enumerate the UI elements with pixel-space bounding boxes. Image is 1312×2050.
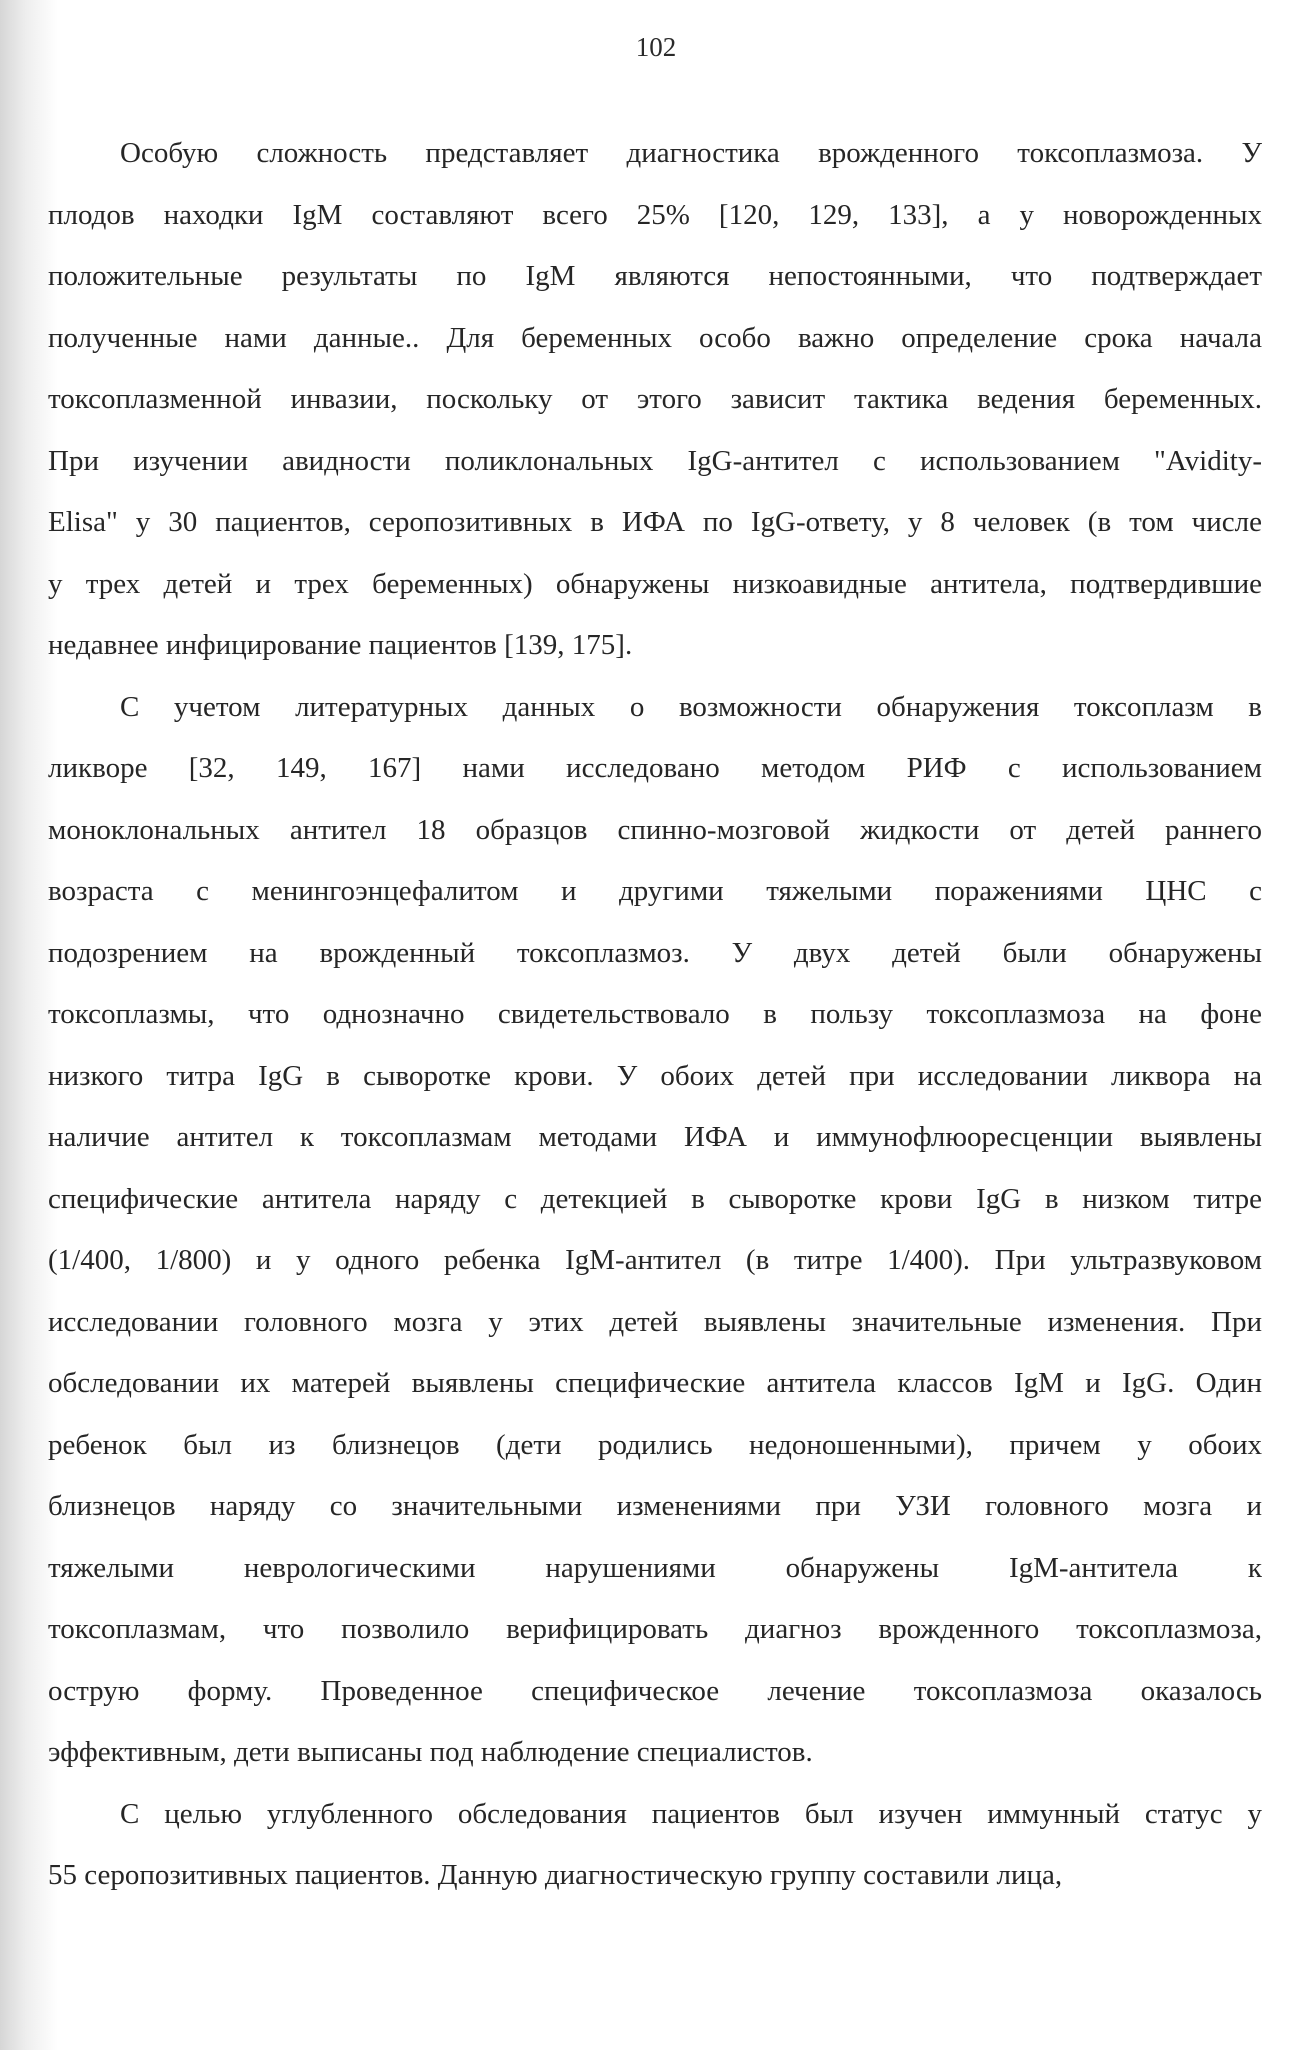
text-line: Elisa" у 30 пациентов, серопозитивных в ИФА по IgG-ответу, у 8 человек (в том числе xyxy=(48,506,1262,538)
text-line: наличие антител к токсоплазмам методами ИФА и иммунофлюоресценции выявлены xyxy=(48,1121,1262,1153)
text-line: С учетом литературных данных о возможности обнаружения токсоплазм в xyxy=(120,690,1262,723)
text-line: ребенок был из близнецов (дети родились недоношенными), причем у обоих xyxy=(48,1428,1262,1461)
text-line: у трех детей и трех беременных) обнаружены низкоавидные антитела, подтвердившие xyxy=(48,567,1262,600)
text-line: обследовании их матерей выявлены специфические антитела классов IgM и IgG. Один xyxy=(48,1367,1262,1399)
paragraph xyxy=(48,1784,1262,1907)
text-line: С целью углубленного обследования пациентов был изучен иммунный статус у xyxy=(120,1797,1262,1830)
text-line: моноклональных антител 18 образцов спинно-мозговой жидкости от детей раннего xyxy=(48,813,1262,846)
body-text xyxy=(48,123,1262,1907)
text-line: недавнее инфицирование пациентов [139, 175]. xyxy=(48,629,633,661)
text-line: токсоплазмы, что однозначно свидетельствовало в пользу токсоплазмоза на фоне xyxy=(48,998,1262,1030)
text-line: эффективным, дети выписаны под наблюдение специалистов. xyxy=(48,1736,813,1768)
text-line: (1/400, 1/800) и у одного ребенка IgM-антител (в титре 1/400). При ультразвуковом xyxy=(48,1244,1262,1276)
text-line: ликворе [32, 149, 167] нами исследовано методом РИФ с использованием xyxy=(48,752,1262,784)
text-line: полученные нами данные.. Для беременных особо важно определение срока начала xyxy=(48,321,1262,354)
text-line: острую форму. Проведенное специфическое лечение токсоплазмоза оказалось xyxy=(48,1674,1262,1707)
paragraph xyxy=(48,123,1262,677)
text-line: низкого титра IgG в сыворотке крови. У обоих детей при исследовании ликвора на xyxy=(48,1059,1262,1092)
text-line: близнецов наряду со значительными изменениями при УЗИ головного мозга и xyxy=(48,1490,1262,1522)
text-line: плодов находки IgM составляют всего 25% [120, 129, 133], а у новорожденных xyxy=(48,198,1262,231)
text-line: специфические антитела наряду с детекцией в сыворотке крови IgG в низком титре xyxy=(48,1182,1262,1215)
text-line: положительные результаты по IgM являются непостоянными, что подтверждает xyxy=(48,260,1262,292)
text-line: возраста с менингоэнцефалитом и другими тяжелыми поражениями ЦНС с xyxy=(48,875,1262,907)
text-line: 55 серопозитивных пациентов. Данную диагностическую группу составили лица, xyxy=(48,1859,1063,1891)
text-line: токсоплазменной инвазии, поскольку от этого зависит тактика ведения беременных. xyxy=(48,383,1262,415)
text-line: Особую сложность представляет диагностика врожденного токсоплазмоза. У xyxy=(120,137,1262,169)
paragraph xyxy=(48,677,1262,1784)
text-line: При изучении авидности поликлональных IgG-антител с использованием "Avidity- xyxy=(48,444,1262,477)
text-line: тяжелыми неврологическими нарушениями обнаружены IgM-антитела к xyxy=(48,1551,1262,1584)
text-line: подозрением на врожденный токсоплазмоз. У двух детей были обнаружены xyxy=(48,936,1262,969)
page-number: 102 xyxy=(635,32,677,62)
text-line: токсоплазмам, что позволило верифицировать диагноз врожденного токсоплазмоза, xyxy=(48,1613,1262,1645)
text-line: исследовании головного мозга у этих детей выявлены значительные изменения. При xyxy=(48,1305,1262,1338)
